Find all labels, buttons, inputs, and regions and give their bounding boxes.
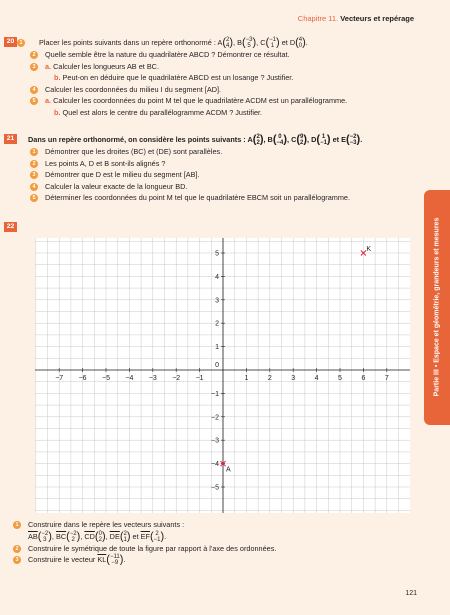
- x-tick-label: 2: [267, 375, 272, 382]
- points-list: A(2 2), B( 0 −4), C(9 2), D( 1 −1) et E(−2 −3).: [247, 133, 363, 147]
- question-2: 2 Construire le symétrique de toute la figure par rapport à l'axe des ordonnées.: [8, 543, 418, 555]
- x-tick-label: −7: [55, 375, 64, 382]
- question-text: Quelle semble être la nature du quadrilatère ABCD ? Démontrer ce résultat.: [45, 50, 290, 60]
- chapter-title: Vecteurs et repérage: [340, 14, 414, 23]
- question-text: Calculer les coordonnées du point M tel que le quadrilatère ACDM est un parallélogramme.: [53, 96, 348, 106]
- question-text: Calculer les longueurs AB et BC.: [53, 61, 159, 71]
- point-label-K: K: [366, 246, 372, 253]
- x-tick-label: 3: [291, 375, 296, 382]
- exercise-number: 21: [4, 134, 17, 144]
- question-2: 2 Les points A, D et B sont-ils alignés ?: [8, 158, 410, 170]
- point-C: C(9 2): [291, 133, 308, 147]
- y-tick-label: 5: [215, 250, 219, 258]
- question-text: Placer les points suivants dans un repère orthonormé :: [39, 38, 216, 47]
- question-1: [8, 37, 410, 49]
- point-C: C(−1 1 ): [260, 36, 280, 50]
- y-tick-label: −3: [211, 437, 219, 445]
- x-tick-label: −5: [102, 375, 110, 382]
- coordinate-grid: [35, 238, 410, 513]
- question-3a: 3 a. Calculer les longueurs AB et BC.: [8, 61, 410, 73]
- vector-kl: $\overline{KL}(-11$ −9).: [97, 553, 126, 567]
- point-label-A: A: [226, 466, 231, 474]
- vector-ef: $\overline{EF}$( 2 −1): [140, 529, 165, 543]
- question-4: 4 Calculer la valeur exacte de la longueur BD.: [8, 181, 410, 193]
- question-text: Construire dans le repère les vecteurs suivants :: [28, 520, 185, 529]
- question-3b: b. Peut-on en déduire que le quadrilatère ABCD est un losange ? Justifier.: [54, 73, 294, 83]
- vector-de: $\overline{DE}(2$ 1): [109, 529, 131, 543]
- question-5a: 5 a. Calculer les coordonnées du point M tel que le quadrilatère ACDM est un parallélogramme.: [8, 95, 410, 107]
- question-text: Peut-on en déduire que le quadrilatère ABCD est un losange ? Justifier.: [62, 73, 294, 83]
- x-tick-label: 7: [384, 375, 389, 382]
- question-3: 3 Construire le vecteur $\overline{KL}(-11$ −9).: [8, 554, 418, 566]
- part-sidebar: [424, 190, 450, 425]
- page-number: 121: [405, 590, 417, 597]
- question-1: 1 Démontrer que les droites (BC) et (DE) sont parallèles.: [8, 146, 410, 158]
- y-tick-label: −4: [211, 461, 219, 469]
- exercise-number: 22: [4, 222, 17, 232]
- x-tick-label: −1: [195, 375, 204, 382]
- y-tick-label: −2: [211, 414, 219, 422]
- question-text: Démontrer que D est le milieu du segment [AB].: [45, 170, 200, 180]
- y-tick-label: 3: [215, 297, 219, 305]
- x-tick-label: −6: [78, 375, 87, 382]
- question-text: Dans un repère orthonormé, on considère les points suivants :: [28, 135, 246, 144]
- question-5b: b. Quel est alors le centre du parallélogramme ACDM ? Justifier.: [54, 107, 263, 117]
- point-B: B( 0 −4): [267, 133, 288, 147]
- y-tick-label: 2: [215, 320, 219, 328]
- x-tick-label: 6: [361, 375, 366, 382]
- vector-list: $\overline{AB}(-2$ 3 ), $\overline{BC}(-2$ 2 ), $\overline{CD}(0$ 2), $\overline{DE}(2$ 1) et $\overline{EF}$( 2 −1).: [28, 529, 167, 543]
- y-tick-label: −1: [211, 390, 219, 398]
- exercise-number: 20: [4, 37, 17, 47]
- origin-label: 0: [215, 362, 219, 369]
- exercise-21: [8, 134, 410, 204]
- question-text: Calculer la valeur exacte de la longueur BD.: [45, 181, 188, 191]
- point-B: B(−3 5 ): [237, 36, 257, 50]
- vector-ab: $\overline{AB}(-2$ 3 ): [28, 529, 52, 543]
- exercise-intro: [8, 134, 410, 146]
- question-text: Calculer les coordonnées du milieu I du segment [AD].: [45, 84, 222, 94]
- x-tick-label: −3: [148, 375, 157, 382]
- point-A: A(2 4): [217, 36, 234, 50]
- point-D: D( 1 −1): [311, 133, 331, 147]
- question-1: 1 Construire dans le repère les vecteurs suivants :: [8, 519, 418, 531]
- question-4: 4 Calculer les coordonnées du milieu I du segment [AD].: [8, 84, 410, 96]
- exercise-22-questions: [8, 519, 418, 566]
- question-text: Démontrer que les droites (BC) et (DE) sont parallèles.: [45, 147, 223, 157]
- x-tick-label: 4: [314, 375, 319, 382]
- point-E: E(−2 −3): [341, 133, 361, 147]
- point-A: A(2 2): [247, 133, 264, 147]
- points-list: A(2 4), B(−3 5 ), C(−1 1 ) et D(4 0).: [217, 36, 308, 50]
- question-text: Quel est alors le centre du parallélogramme ACDM ? Justifier.: [62, 107, 263, 117]
- x-tick-label: −4: [125, 375, 134, 382]
- question-text: Déterminer les coordonnées du point M tel que le quadrilatère EBCM soit un parallélogramme.: [45, 193, 351, 203]
- question-bullet: 1: [17, 39, 25, 47]
- y-tick-label: −5: [211, 484, 219, 492]
- vector-bc: $\overline{BC}(-2$ 2 ): [55, 529, 81, 543]
- running-header: [298, 14, 414, 23]
- question-5: 5 Déterminer les coordonnées du point M tel que le quadrilatère EBCM soit un parallélogramme.: [8, 192, 410, 204]
- exercise-20: [8, 37, 410, 118]
- y-tick-label: 1: [215, 344, 219, 352]
- x-tick-label: 5: [338, 375, 342, 382]
- question-text: Les points A, D et B sont-ils alignés ?: [45, 158, 166, 168]
- point-D: D(4 0): [289, 36, 306, 50]
- y-tick-label: 4: [215, 273, 219, 281]
- question-2: 2 Quelle semble être la nature du quadrilatère ABCD ? Démontrer ce résultat.: [8, 49, 410, 61]
- grid-svg: [35, 238, 410, 513]
- sidebar-label: Partie III • Espace et géométrie, grandeurs et mesures: [433, 217, 441, 397]
- x-tick-label: −2: [172, 375, 181, 382]
- question-3: 3 Démontrer que D est le milieu du segment [AB].: [8, 169, 410, 181]
- question-text: Construire le vecteur: [28, 555, 96, 565]
- chapter-label: Chapitre 11.: [297, 14, 339, 23]
- x-tick-label: 1: [244, 375, 249, 382]
- question-text: Construire le symétrique de toute la figure par rapport à l'axe des ordonnées.: [28, 543, 277, 553]
- vector-cd: $\overline{CD}(0$ 2): [84, 529, 106, 543]
